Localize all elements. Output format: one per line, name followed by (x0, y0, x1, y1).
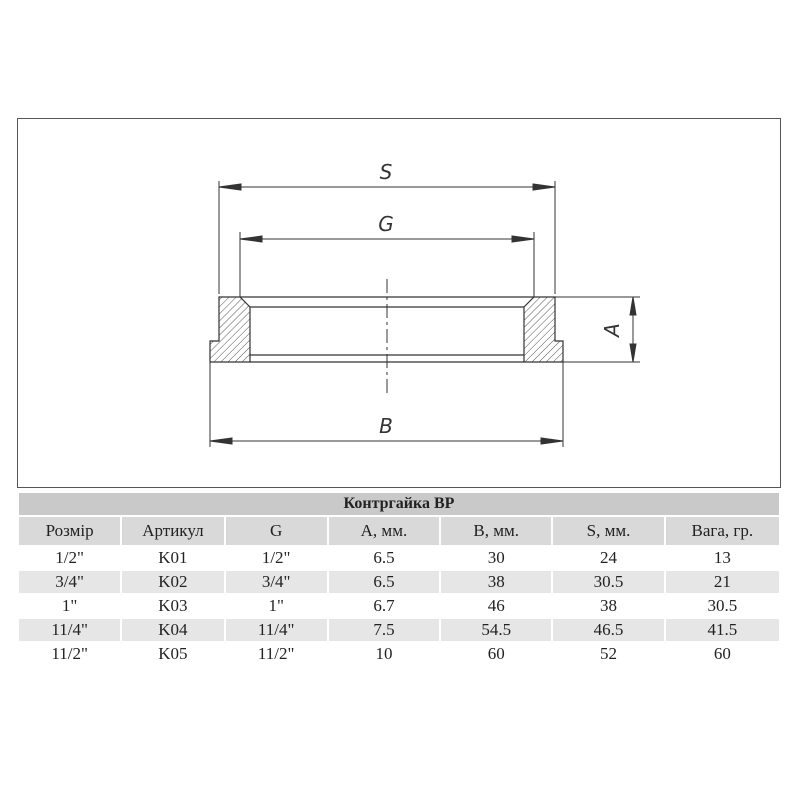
nut-section-right (524, 297, 563, 362)
a-arrow-bottom (630, 344, 636, 362)
cell-a: 6.5 (329, 547, 439, 569)
cell-size: 11/4" (19, 619, 120, 641)
cell-g: 11/4" (226, 619, 327, 641)
locknut-drawing (18, 119, 782, 489)
cell-a: 6.7 (329, 595, 439, 617)
s-arrow-left (219, 184, 241, 190)
cell-s: 52 (553, 643, 663, 665)
cell-weight: 60 (666, 643, 779, 665)
b-arrow-left (210, 438, 232, 444)
cell-s: 38 (553, 595, 663, 617)
header-weight: Вага, гр. (666, 517, 779, 545)
table-row (19, 595, 779, 617)
g-arrow-left (240, 236, 262, 242)
cell-size: 1" (19, 595, 120, 617)
a-arrow-top (630, 297, 636, 315)
header-b: B, мм. (441, 517, 551, 545)
cell-g: 11/2" (226, 643, 327, 665)
dimension-label-s: S (379, 160, 393, 184)
header-g: G (226, 517, 327, 545)
cell-g: 3/4" (226, 571, 327, 593)
header-size: Розмір (19, 517, 120, 545)
header-s: S, мм. (553, 517, 663, 545)
cell-a: 6.5 (329, 571, 439, 593)
table-title: Контргайка ВР (19, 493, 779, 515)
dimension-label-g: G (378, 212, 394, 236)
table-row (19, 547, 779, 569)
cell-article: K02 (122, 571, 223, 593)
header-a: A, мм. (329, 517, 439, 545)
g-arrow-right (512, 236, 534, 242)
table-row (19, 571, 779, 593)
table-row (19, 643, 779, 665)
cell-weight: 41.5 (666, 619, 779, 641)
cell-b: 60 (441, 643, 551, 665)
cell-article: K03 (122, 595, 223, 617)
cell-article: K01 (122, 547, 223, 569)
cell-b: 54.5 (441, 619, 551, 641)
cell-b: 30 (441, 547, 551, 569)
cell-g: 1/2" (226, 547, 327, 569)
cell-size: 11/2" (19, 643, 120, 665)
s-arrow-right (533, 184, 555, 190)
cell-b: 38 (441, 571, 551, 593)
cell-weight: 13 (666, 547, 779, 569)
spec-table-body (19, 493, 779, 665)
cell-a: 10 (329, 643, 439, 665)
table-header-row (19, 517, 779, 545)
cell-g: 1" (226, 595, 327, 617)
cell-a: 7.5 (329, 619, 439, 641)
dimension-label-a: A (600, 323, 624, 337)
cell-s: 24 (553, 547, 663, 569)
cell-b: 46 (441, 595, 551, 617)
spec-table (17, 491, 781, 667)
cell-size: 3/4" (19, 571, 120, 593)
cell-article: K04 (122, 619, 223, 641)
nut-section-left (210, 297, 250, 362)
dimension-label-b: B (379, 414, 393, 438)
cell-weight: 21 (666, 571, 779, 593)
cell-s: 30.5 (553, 571, 663, 593)
cell-size: 1/2" (19, 547, 120, 569)
cell-weight: 30.5 (666, 595, 779, 617)
header-article: Артикул (122, 517, 223, 545)
table-title-row (19, 493, 779, 515)
b-arrow-right (541, 438, 563, 444)
cell-s: 46.5 (553, 619, 663, 641)
table-row (19, 619, 779, 641)
technical-drawing (17, 118, 781, 488)
cell-article: K05 (122, 643, 223, 665)
